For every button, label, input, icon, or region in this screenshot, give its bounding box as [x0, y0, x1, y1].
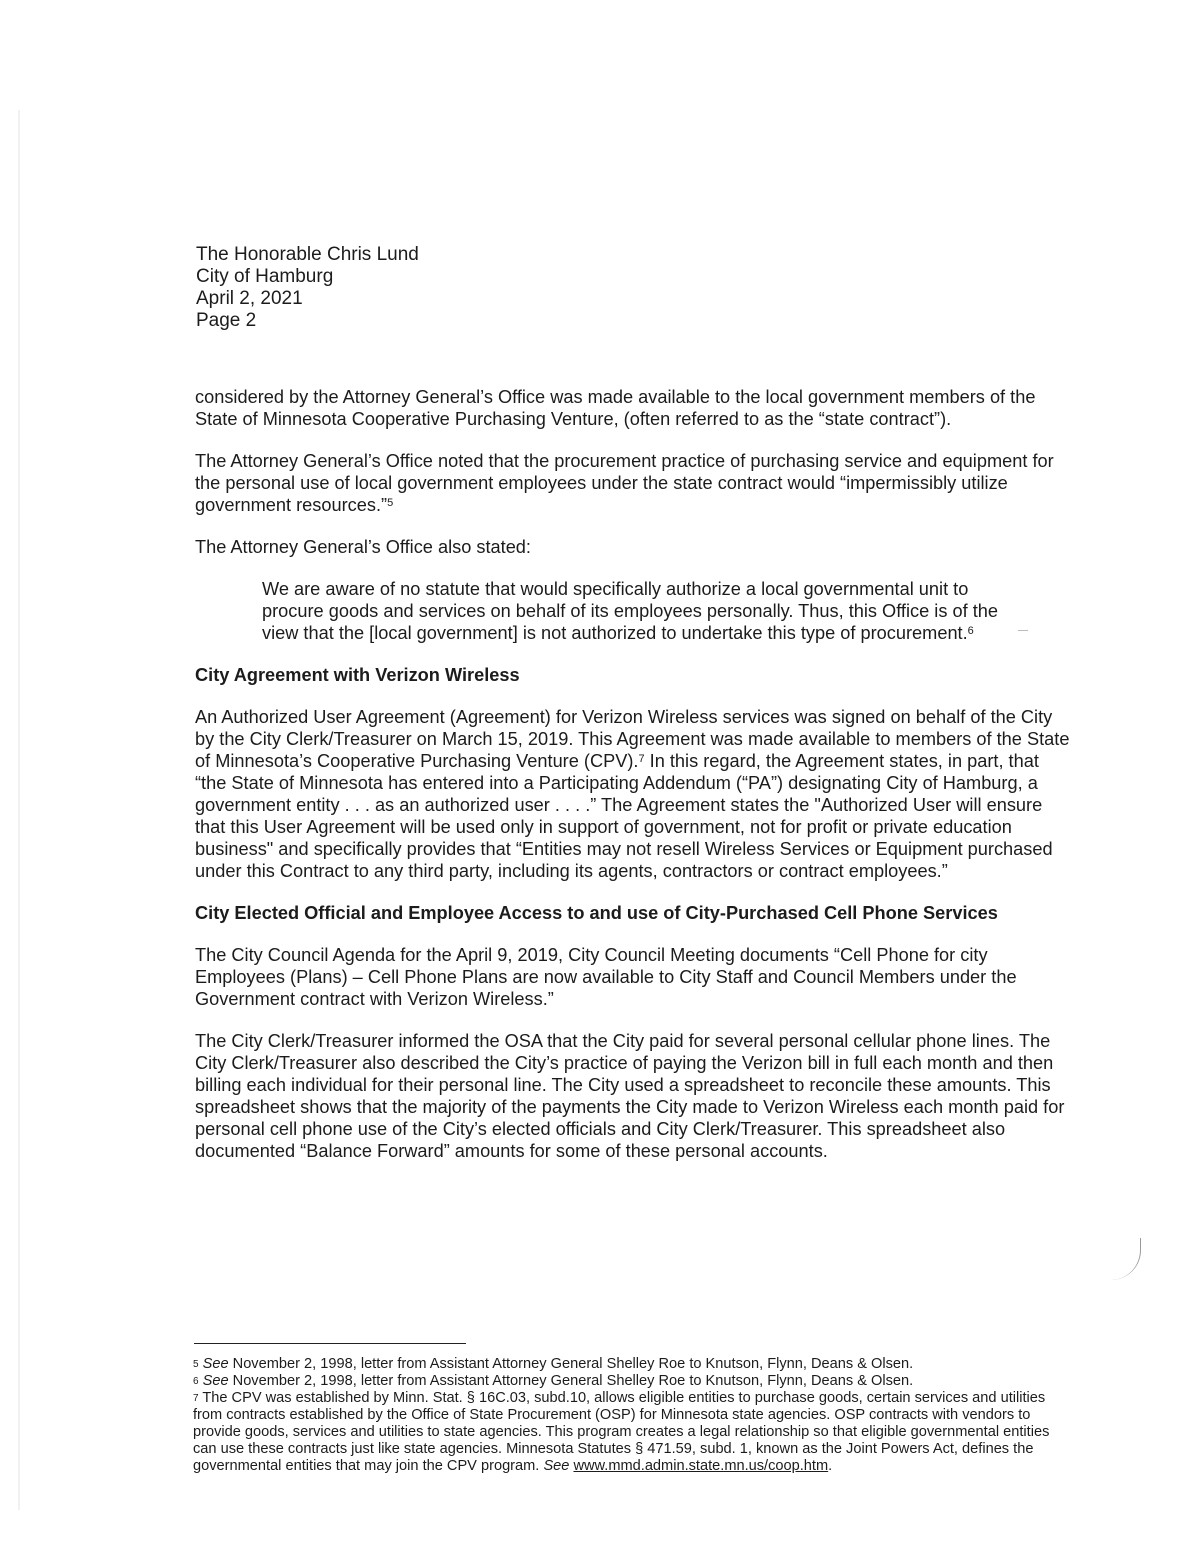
footnote-5 — [193, 1356, 1053, 1373]
footnote-6-see: See — [202, 1373, 229, 1389]
footnote-6 — [193, 1373, 1053, 1390]
footnote-7-link[interactable]: www.mmd.admin.state.mn.us/coop.htm — [573, 1458, 829, 1474]
footnote-5-number: 5 — [193, 1359, 199, 1370]
footnote-7-number: 7 — [193, 1393, 199, 1404]
paragraph-continued: considered by the Attorney General’s Office was made available to the local government members of the State of Minnesota Cooperative Purchasing Venture, (often referred to as the “state contract”). — [195, 387, 1036, 429]
paragraph-ag-stated: The Attorney General’s Office also stated: — [195, 537, 531, 557]
margin-dash-mark — [1018, 630, 1028, 631]
paragraph-council-agenda: The City Council Agenda for the April 9, 2019, City Council Meeting documents “Cell Phone for city Employees (Plans) – Cell Phone Plans are now available to City Staff and Council Members under the Government contract with Verizon Wireless.” — [195, 945, 1017, 1009]
section-heading-verizon-agreement: City Agreement with Verizon Wireless — [195, 665, 520, 685]
letter-body — [195, 386, 1075, 1182]
block-quote — [262, 578, 1002, 644]
paragraph-ag-noted-text: The Attorney General’s Office noted that the procurement practice of purchasing service and equipment for the personal use of local government employees under the state contract would “impermissibly utilize government resources.” — [195, 451, 1054, 515]
footnote-6-text: November 2, 1998, letter from Assistant Attorney General Shelley Roe to Knutson, Flynn, Deans & Olsen. — [228, 1373, 914, 1389]
footnote-7-end: . — [828, 1458, 833, 1474]
footnote-5-text: November 2, 1998, letter from Assistant Attorney General Shelley Roe to Knutson, Flynn, Deans & Olsen. — [228, 1356, 914, 1372]
scan-edge-shadow — [18, 110, 20, 1510]
footnote-separator — [194, 1343, 466, 1344]
footnote-7 — [193, 1390, 1053, 1475]
paragraph-clerk-informed: The City Clerk/Treasurer informed the OSA that the City paid for several personal cellular phone lines. The City Clerk/Treasurer also described the City’s practice of paying the Verizon bill in full each month and then billing each individual for their personal line. The City used a spreadsheet to reconcile these amounts. This spreadsheet shows that the majority of the payments the City made to Verizon Wireless each month paid for personal cell phone use of the City’s elected officials and City Clerk/Treasurer. This spreadsheet also documented “Balance Forward” amounts for some of these personal accounts. — [195, 1031, 1065, 1161]
footnote-6-number: 6 — [193, 1376, 199, 1387]
recipient-name: The Honorable Chris Lund — [196, 244, 419, 265]
footnote-ref-6[interactable]: 6 — [967, 625, 974, 637]
letter-date: April 2, 2021 — [196, 288, 303, 309]
block-quote-text: We are aware of no statute that would specifically authorize a local governmental unit to procure goods and services on behalf of its employees personally. Thus, this Office is of the view that the [local government] is not authorized to undertake this type of procurement. — [262, 579, 998, 643]
handwritten-corner-mark — [1110, 1238, 1141, 1280]
footnote-ref-5[interactable]: 5 — [387, 497, 394, 509]
footnote-7-see: See — [543, 1458, 570, 1474]
paragraph-ag-noted — [195, 450, 1075, 516]
footnotes — [193, 1356, 1053, 1475]
footnote-ref-7[interactable]: 7 — [638, 753, 645, 765]
paragraph-agreement — [195, 706, 1075, 882]
footnote-7-text: The CPV was established by Minn. Stat. § 16C.03, subd.10, allows eligible entities to purchase goods, certain services and utilities from contracts established by the Office of State Procurement (OSP) for Minnesota state agencies. OSP contracts with vendors to provide goods, services and utilities to state agencies. This program creates a legal relationship so that eligible governmental entities can use these contracts just like state agencies. Minnesota Statutes § 471.59, subd. 1, known as the Joint Powers Act, defines the governmental entities that may join the CPV program. — [193, 1390, 1050, 1474]
paragraph-agreement-text-b: In this regard, the Agreement states, in part, that “the State of Minnesota has entered into a Participating Addendum (“PA”) designating City of Hamburg, a government entity . . . as an authorized user . . . .” The Agreement states the "Authorized User will ensure that this User Agreement will be used only in support of government, not for profit or private education business" and specifically provides that “Entities may not resell Wireless Services or Equipment purchased under this Contract to any third party, including its agents, contractors or contract employees.” — [195, 751, 1053, 881]
letter-header — [196, 244, 419, 332]
section-heading-cell-phone-access: City Elected Official and Employee Access to and use of City-Purchased Cell Phone Services — [195, 903, 998, 923]
footnote-5-see: See — [202, 1356, 229, 1372]
recipient-city: City of Hamburg — [196, 266, 334, 287]
paragraph-agreement-text-a: An Authorized User Agreement (Agreement) for Verizon Wireless services was signed on behalf of the City by the City Clerk/Treasurer on March 15, 2019. This Agreement was made available to members of the State of Minnesota’s Cooperative Purchasing Venture (CPV). — [195, 707, 1070, 771]
page-number: Page 2 — [196, 310, 257, 331]
